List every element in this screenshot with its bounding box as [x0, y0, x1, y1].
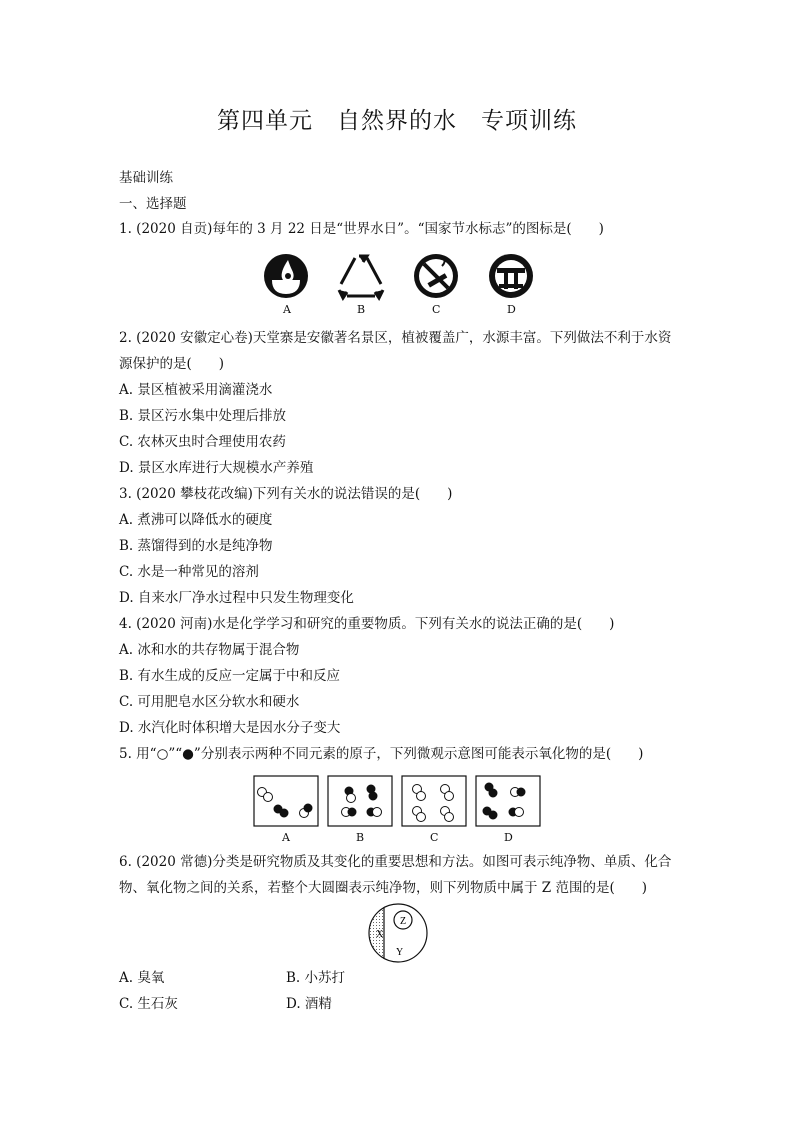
- q1-label-a: A: [283, 303, 291, 316]
- q3-option-d: D. 自来水厂净水过程中只发生物理变化: [119, 590, 354, 606]
- venn-label-y: Y: [396, 947, 404, 958]
- q1-icon-row: [262, 252, 542, 316]
- subsection-heading: 一、选择题: [119, 196, 187, 212]
- venn-label-x: X: [376, 929, 384, 940]
- q6-option-b: B. 小苏打: [286, 970, 346, 986]
- q3-option-b: B. 蒸馏得到的水是纯净物: [119, 538, 273, 554]
- q1-stem: 1. (2020 自贡)每年的 3 月 22 日是“世界水日”。“国家节水标志”的图标是( ): [119, 221, 604, 237]
- q5-label-a: A: [282, 831, 290, 844]
- q2-option-a: A. 景区植被采用滴灌浇水: [119, 382, 273, 398]
- q5-label-c: C: [430, 831, 439, 844]
- venn-label-z: Z: [400, 916, 407, 927]
- recycle-icon: [339, 256, 383, 298]
- box-a: [254, 776, 318, 826]
- q2-option-b: B. 景区污水集中处理后排放: [119, 408, 287, 424]
- q5-label-b: B: [356, 831, 365, 844]
- q4-option-d: D. 水汽化时体积增大是因水分子变大: [119, 720, 341, 736]
- q2-stem-line2: 源保护的是( ): [119, 356, 225, 372]
- q5-diagrams: [253, 775, 543, 829]
- q4-stem: 4. (2020 河南)水是化学学习和研究的重要物质。下列有关水的说法正确的是( ): [119, 616, 615, 632]
- emblem-icon: [489, 254, 533, 298]
- water-saving-icon: [264, 254, 308, 298]
- q2-stem-line1: 2. (2020 安徽定心卷)天堂寨是安徽著名景区，植被覆盖广，水源丰富。下列做法不利于水资: [119, 330, 672, 346]
- q1-label-d: D: [507, 303, 516, 316]
- q6-option-a: A. 臭氧: [119, 970, 165, 986]
- q4-option-b: B. 有水生成的反应一定属于中和反应: [119, 668, 341, 684]
- q6-option-d: D. 酒精: [286, 996, 332, 1012]
- box-b: [328, 776, 392, 826]
- q6-venn-diagram: [366, 903, 430, 967]
- q3-option-c: C. 水是一种常见的溶剂: [119, 564, 259, 580]
- q5-label-d: D: [504, 831, 513, 844]
- no-smoking-icon: [414, 254, 458, 298]
- q5-diagram-row: [253, 775, 543, 844]
- page-title: 第四单元 自然界的水 专项训练: [217, 108, 577, 134]
- q6-option-c: C. 生石灰: [119, 996, 178, 1012]
- q2-option-d: D. 景区水库进行大规模水产养殖: [119, 460, 314, 476]
- q1-label-b: B: [357, 303, 366, 316]
- q5-stem: 5. 用“○”“●”分别表示两种不同元素的原子，下列微观示意图可能表示氧化物的是( ): [119, 746, 644, 762]
- q6-stem-line1: 6. (2020 常德)分类是研究物质及其变化的重要思想和方法。如图可表示纯净物、单质、化合: [119, 854, 672, 870]
- q4-option-c: C. 可用肥皂水区分软水和硬水: [119, 694, 300, 710]
- box-d: [476, 776, 540, 826]
- q1-label-c: C: [432, 303, 441, 316]
- box-c: [402, 776, 466, 826]
- q4-option-a: A. 冰和水的共存物属于混合物: [119, 642, 300, 658]
- q1-icons: [262, 252, 542, 302]
- q2-option-c: C. 农林灭虫时合理使用农药: [119, 434, 286, 450]
- venn-svg: [366, 903, 430, 963]
- section-heading: 基础训练: [119, 170, 173, 186]
- q3-stem: 3. (2020 攀枝花改编)下列有关水的说法错误的是( ): [119, 486, 453, 502]
- q3-option-a: A. 煮沸可以降低水的硬度: [119, 512, 273, 528]
- q6-stem-line2: 物、氧化物之间的关系，若整个大圆圈表示纯净物，则下列物质中属于 Z 范围的是( ): [119, 880, 647, 896]
